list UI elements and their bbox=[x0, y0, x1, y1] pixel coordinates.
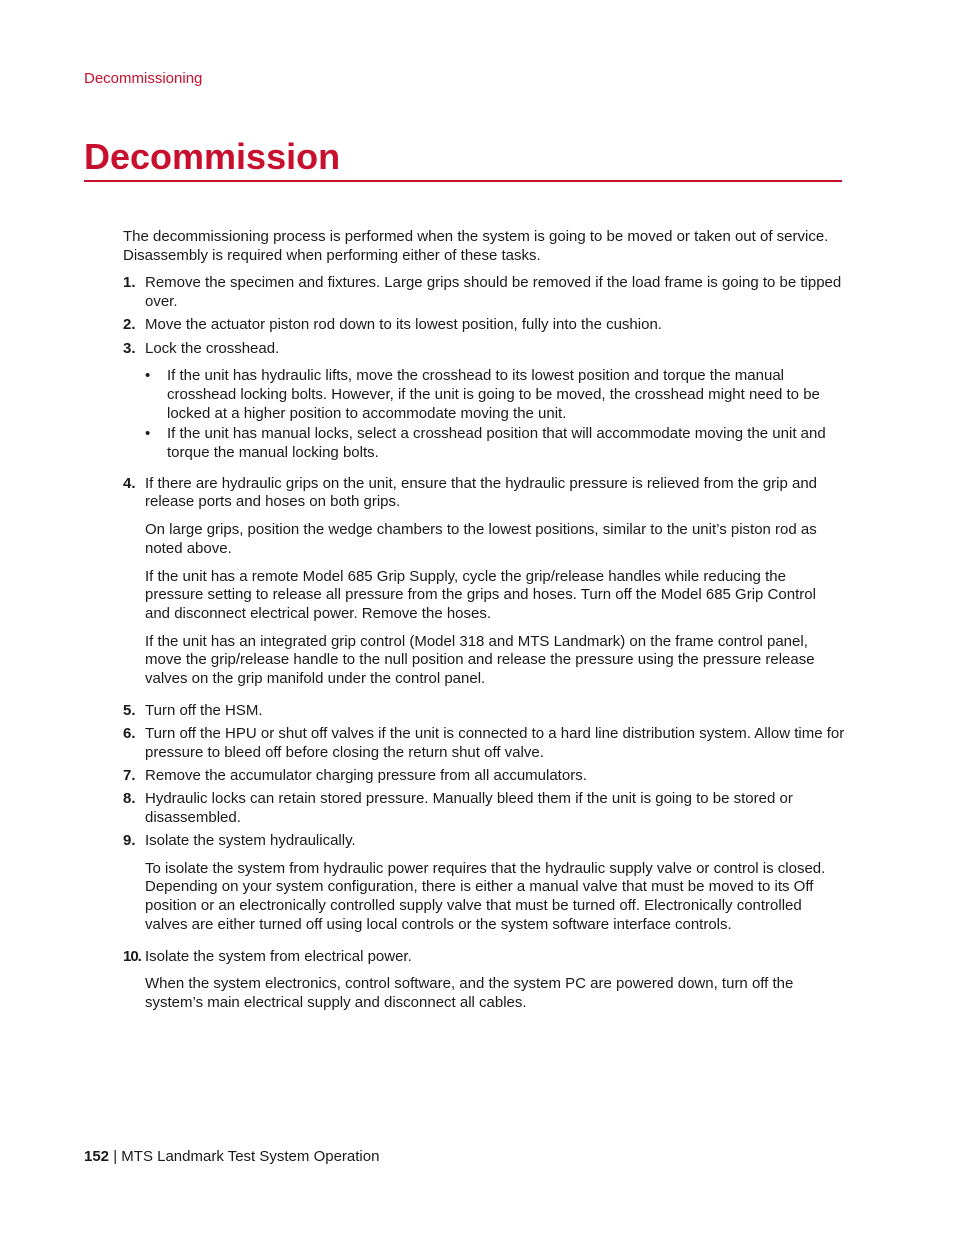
bullet-text: If the unit has manual locks, select a crosshead position that will accommodate moving the unit and torque the manual locking bolts. bbox=[167, 425, 826, 462]
book-title: MTS Landmark Test System Operation bbox=[121, 1148, 380, 1165]
step-text: Hydraulic locks can retain stored pressure. Manually bleed them if the unit is going to be stored or disassembled. bbox=[145, 790, 793, 826]
page-title: Decommission bbox=[84, 136, 341, 177]
step-text: Isolate the system from electrical power. bbox=[145, 947, 412, 965]
page-footer bbox=[84, 1148, 379, 1165]
step-text: Lock the crosshead. bbox=[145, 339, 280, 357]
step-paragraph: To isolate the system from hydraulic power requires that the hydraulic supply valve or control is closed. Depending on your system configuration, there is either a manual valve that must be moved to its Off position or an electronically controlled supply valve that must be turned off. Electronically controlled valves are either turned off using local controls or the system software interface controls. bbox=[145, 859, 826, 933]
step-paragraph: If the unit has a remote Model 685 Grip Supply, cycle the grip/release handles while reducing the pressure setting to release all pressure from the grips and hoses. Turn off the Model 685 Grip Control and disconnect electrical power. Remove the hoses. bbox=[145, 567, 816, 622]
step-1 bbox=[123, 274, 845, 311]
bullet-item bbox=[145, 425, 845, 462]
body-content bbox=[123, 228, 845, 1017]
step-paragraph: When the system electronics, control software, and the system PC are powered down, turn off the system’s main electrical supply and disconnect all cables. bbox=[145, 975, 794, 1011]
step-8 bbox=[123, 790, 845, 827]
bullet-list bbox=[145, 367, 845, 463]
step-number: 9. bbox=[123, 831, 136, 849]
step-number: 2. bbox=[123, 316, 136, 334]
bullet-item bbox=[145, 367, 845, 423]
step-6 bbox=[123, 725, 845, 762]
step-3 bbox=[123, 340, 845, 463]
step-7 bbox=[123, 767, 845, 786]
step-text: If there are hydraulic grips on the unit, ensure that the hydraulic pressure is relieved from the grip and release ports and hoses on both grips. bbox=[145, 474, 818, 511]
step-text: Remove the accumulator charging pressure from all accumulators. bbox=[145, 766, 587, 784]
step-4 bbox=[123, 475, 845, 689]
step-number: 1. bbox=[123, 274, 136, 292]
step-text: Remove the specimen and fixtures. Large grips should be removed if the load frame is going to be tipped over. bbox=[145, 274, 842, 311]
running-head: Decommissioning bbox=[84, 70, 203, 87]
step-5 bbox=[123, 702, 845, 721]
step-text: Isolate the system hydraulically. bbox=[145, 831, 356, 849]
step-10 bbox=[123, 948, 845, 1013]
page-number: 152 bbox=[84, 1148, 110, 1165]
step-2 bbox=[123, 316, 845, 335]
step-number: 3. bbox=[123, 339, 136, 357]
bullet-glyph: • bbox=[145, 367, 151, 385]
step-text: Turn off the HSM. bbox=[145, 701, 263, 719]
step-text: Move the actuator piston rod down to its lowest position, fully into the cushion. bbox=[145, 316, 662, 334]
step-number: 8. bbox=[123, 790, 136, 808]
steps-list bbox=[123, 274, 845, 1012]
step-text: Turn off the HPU or shut off valves if the unit is connected to a hard line distribution system. Allow time for pressure to bleed off before closing the return shut off valve. bbox=[145, 724, 845, 761]
bullet-text: If the unit has hydraulic lifts, move the crosshead to its lowest position and torque the manual crosshead locking bolts. However, if the unit is going to be moved, the crosshead might need to be locked at a higher position to accommodate moving the unit. bbox=[167, 367, 820, 422]
step-number: 4. bbox=[123, 474, 136, 492]
step-number: 7. bbox=[123, 766, 136, 784]
step-number: 5. bbox=[123, 701, 136, 719]
step-number: 10. bbox=[123, 947, 141, 965]
title-rule bbox=[84, 180, 842, 182]
step-paragraph: If the unit has an integrated grip control (Model 318 and MTS Landmark) on the frame control panel, move the grip/release handle to the null position and release the pressure using the pressure release valves on the grip manifold under the control panel. bbox=[145, 632, 815, 688]
step-paragraph: On large grips, position the wedge chambers to the lowest positions, similar to the unit’s piston rod as noted above. bbox=[145, 521, 817, 557]
step-number: 6. bbox=[123, 724, 136, 742]
bullet-glyph: • bbox=[145, 425, 151, 443]
step-9 bbox=[123, 832, 845, 935]
intro-paragraph: The decommissioning process is performed when the system is going to be moved or taken out of service. Disassembly is required when performing either of these tasks. bbox=[123, 228, 829, 264]
footer-separator: | bbox=[113, 1148, 118, 1165]
